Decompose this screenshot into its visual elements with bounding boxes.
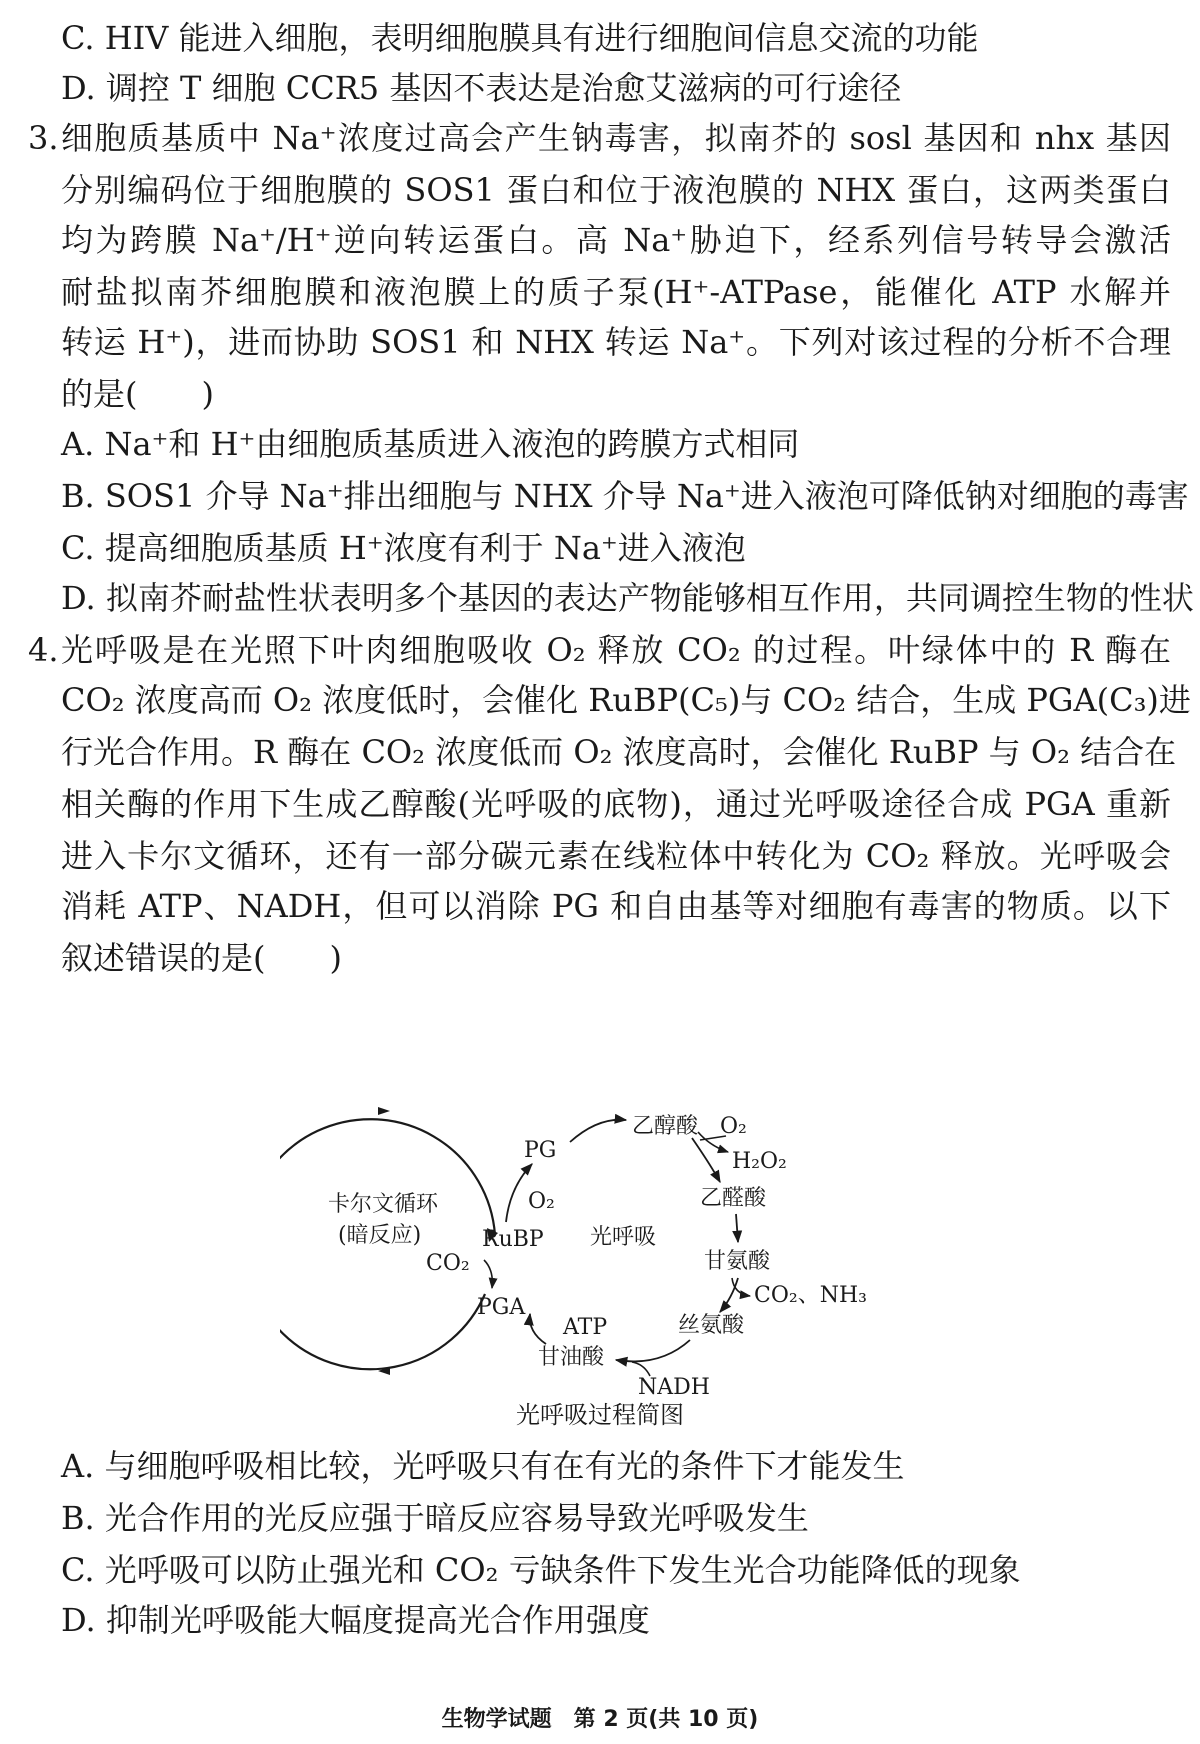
photorespiration-label: 光呼吸	[590, 1225, 657, 1250]
co2-nh3-label: CO₂、NH₃	[754, 1283, 867, 1308]
arrow-serine-to-glycerate	[616, 1340, 690, 1361]
q4-stem-line-4: 相关酶的作用下生成乙醇酸(光呼吸的底物)，通过光呼吸途径合成 PGA 重新	[61, 785, 1171, 823]
arrow-co2-to-pga	[484, 1260, 492, 1288]
diagram-svg	[280, 1092, 980, 1432]
q3-option-a: A. Na⁺和 H⁺由细胞质基质进入液泡的跨膜方式相同	[61, 425, 800, 463]
q4-stem-line-1: 光呼吸是在光照下叶肉细胞吸收 O₂ 释放 CO₂ 的过程。叶绿体中的 R 酶在	[61, 631, 1171, 669]
nadh-label: NADH	[638, 1375, 710, 1400]
q3-stem-line-3: 均为跨膜 Na⁺/H⁺逆向转运蛋白。高 Na⁺胁迫下，经系列信号转导会激活	[61, 221, 1171, 259]
q4-number: 4.	[28, 631, 59, 669]
arrow-glycolate-to-glyoxylate	[692, 1138, 720, 1182]
q3-option-b: B. SOS1 介导 Na⁺排出细胞与 NHX 介导 Na⁺进入液泡可降低钠对细胞的毒害	[61, 477, 1189, 515]
arrow-glycerate-to-pga	[530, 1314, 546, 1344]
atp-label: ATP	[563, 1315, 608, 1340]
q3-stem-line-6: 的是( )	[61, 375, 214, 413]
glycerate-label: 甘油酸	[538, 1345, 605, 1370]
q4-stem-line-6: 消耗 ATP、NADH，但可以消除 PG 和自由基等对细胞有毒害的物质。以下	[61, 887, 1171, 925]
figure-caption: 光呼吸过程简图	[516, 1401, 684, 1429]
o2-input-label: O₂	[528, 1189, 555, 1214]
q4-stem-line-5: 进入卡尔文循环，还有一部分碳元素在线粒体中转化为 CO₂ 释放。光呼吸会	[61, 837, 1171, 875]
q4-stem-line-3: 行光合作用。R 酶在 CO₂ 浓度低而 O₂ 浓度高时，会催化 RuBP 与 O₂ 结合在	[61, 733, 1177, 771]
q4-option-d: D. 抑制光呼吸能大幅度提高光合作用强度	[61, 1601, 650, 1639]
q3-number: 3.	[28, 119, 59, 157]
rubp-label: RuBP	[482, 1227, 544, 1252]
pg-label: PG	[524, 1138, 557, 1163]
q4-option-a: A. 与细胞呼吸相比较，光呼吸只有在有光的条件下才能发生	[61, 1447, 905, 1485]
q4-option-c: C. 光呼吸可以防止强光和 CO₂ 亏缺条件下发生光合功能降低的现象	[61, 1551, 1021, 1589]
q4-option-b: B. 光合作用的光反应强于暗反应容易导致光呼吸发生	[61, 1499, 809, 1537]
q3-stem-line-4: 耐盐拟南芥细胞膜和液泡膜上的质子泵(H⁺-ATPase，能催化 ATP 水解并	[61, 273, 1171, 311]
q2-option-d: D. 调控 T 细胞 CCR5 基因不表达是治愈艾滋病的可行途径	[61, 69, 902, 107]
calvin-cycle-label: 卡尔文循环	[328, 1192, 439, 1217]
photorespiration-diagram	[280, 1092, 980, 1432]
arrow-glycine-to-serine	[720, 1278, 738, 1312]
co2-input-label: CO₂	[426, 1251, 470, 1276]
glycolate-label: 乙醇酸	[632, 1114, 699, 1139]
page-footer: 生物学试题 第 2 页(共 10 页)	[441, 1707, 759, 1732]
glyoxylate-label: 乙醛酸	[700, 1186, 767, 1211]
q4-stem-line-2: CO₂ 浓度高而 O₂ 浓度低时，会催化 RuBP(C₅)与 CO₂ 结合，生成 PGA(C₃)进	[61, 681, 1191, 719]
arrow-pg-to-glycolate	[570, 1120, 626, 1142]
q4-stem-line-7: 叙述错误的是( )	[61, 939, 342, 977]
q3-option-d: D. 拟南芥耐盐性状表明多个基因的表达产物能够相互作用，共同调控生物的性状	[61, 579, 1194, 617]
q3-stem-line-5: 转运 H⁺)，进而协助 SOS1 和 NHX 转运 Na⁺。下列对该过程的分析不合理	[61, 323, 1171, 361]
q3-option-c: C. 提高细胞质基质 H⁺浓度有利于 Na⁺进入液泡	[61, 529, 746, 567]
cycle-arrowhead-top	[378, 1107, 390, 1115]
h2o2-label: H₂O₂	[732, 1149, 787, 1174]
o2-glycolate-label: O₂	[720, 1114, 747, 1139]
q3-stem-line-2: 分别编码位于细胞膜的 SOS1 蛋白和位于液泡膜的 NHX 蛋白，这两类蛋白	[61, 171, 1171, 209]
arrow-nadh-input	[632, 1362, 650, 1376]
dark-reaction-label: (暗反应)	[338, 1223, 422, 1248]
q3-stem-line-1: 细胞质基质中 Na⁺浓度过高会产生钠毒害，拟南芥的 sosl 基因和 nhx 基因	[61, 119, 1171, 157]
glycine-label: 甘氨酸	[704, 1249, 771, 1274]
arrow-glyoxylate-to-glycine	[736, 1214, 738, 1242]
q2-option-c: C. HIV 能进入细胞，表明细胞膜具有进行细胞间信息交流的功能	[61, 19, 979, 57]
serine-label: 丝氨酸	[678, 1313, 745, 1338]
pga-label: PGA	[477, 1295, 526, 1320]
